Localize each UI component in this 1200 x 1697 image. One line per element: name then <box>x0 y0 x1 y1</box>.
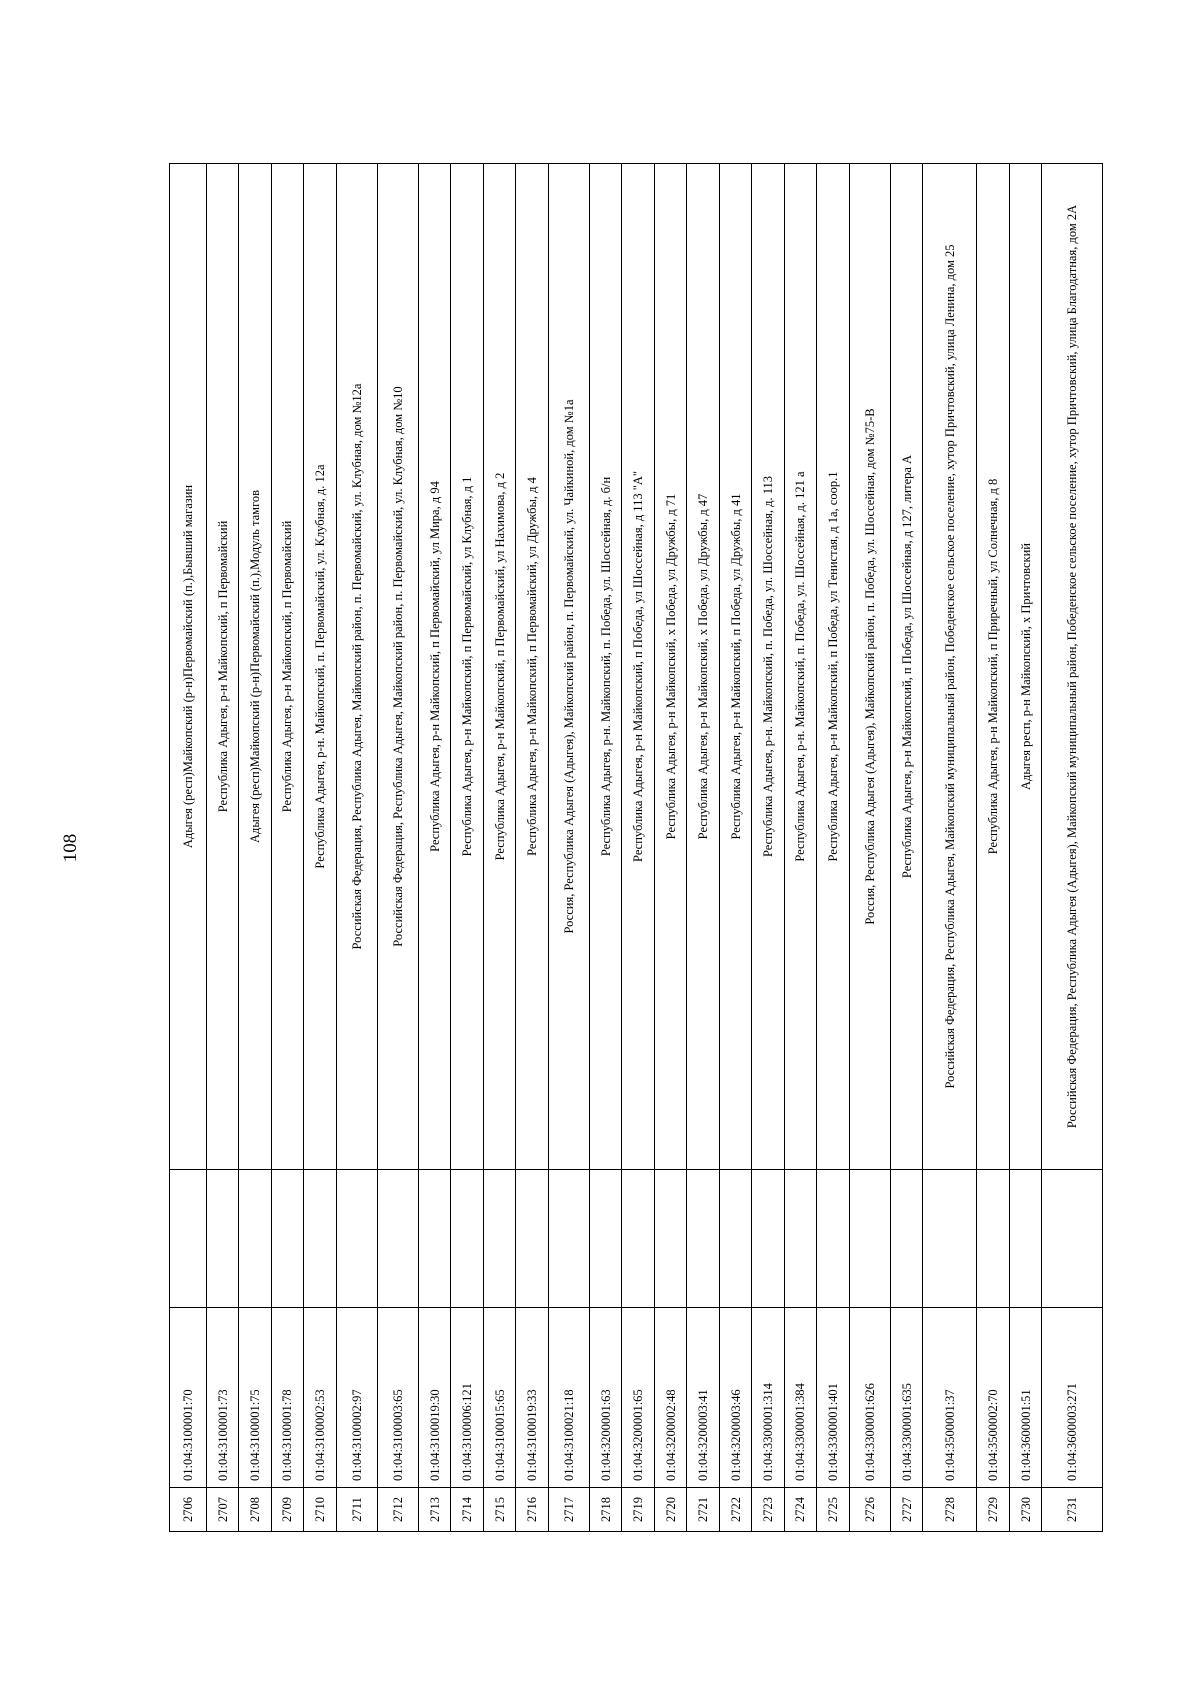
row-number-cell: 2725 <box>817 1488 849 1532</box>
row-number-cell: 2718 <box>589 1488 621 1532</box>
row-number-cell: 2722 <box>719 1488 751 1532</box>
address-cell: Адыгея (респ)Майкопский (р-н)Первомайский (п.),Бывший магазин <box>170 164 207 1170</box>
row-number-cell: 2730 <box>1009 1488 1041 1532</box>
table-row <box>890 164 922 1532</box>
empty-cell <box>170 1170 207 1308</box>
address-cell: Республика Адыгея, р-н Майкопский, п Победа, ул Дружбы, д 41 <box>719 164 751 1170</box>
cadastral-number-cell: 01:04:3100019:30 <box>418 1308 450 1488</box>
table-row <box>304 164 336 1532</box>
table-row <box>784 164 816 1532</box>
address-cell: Республика Адыгея, р-н Майкопский, х Победа, ул Дружбы, д 71 <box>654 164 686 1170</box>
empty-cell <box>304 1170 336 1308</box>
address-cell: Республика Адыгея, р-н Майкопский, п Первомайский, ул Мира, д 94 <box>418 164 450 1170</box>
cadastral-number-cell: 01:04:3100003:65 <box>377 1308 418 1488</box>
cadastral-number-cell: 01:04:3100015:65 <box>483 1308 515 1488</box>
address-cell: Республика Адыгея, р-н Майкопский, п Первомайский, ул Нахимова, д 2 <box>483 164 515 1170</box>
empty-cell <box>239 1170 271 1308</box>
row-number-cell: 2731 <box>1042 1488 1103 1532</box>
table-row <box>654 164 686 1532</box>
row-number-cell: 2719 <box>622 1488 654 1532</box>
row-number-cell: 2710 <box>304 1488 336 1532</box>
cadastral-number-cell: 01:04:3600003:271 <box>1042 1308 1103 1488</box>
rotated-table-container <box>169 164 1103 1532</box>
cadastral-number-cell: 01:04:3200003:41 <box>687 1308 719 1488</box>
address-cell: Республика Адыгея, р-н. Майкопский, п. Победа, ул. Шоссейная, д. 113 <box>752 164 784 1170</box>
row-number-cell: 2706 <box>170 1488 207 1532</box>
cadastral-number-cell: 01:04:3600001:51 <box>1009 1308 1041 1488</box>
row-number-cell: 2711 <box>336 1488 377 1532</box>
table-row <box>377 164 418 1532</box>
row-number-cell: 2723 <box>752 1488 784 1532</box>
cadastral-number-cell: 01:04:3300001:635 <box>890 1308 922 1488</box>
empty-cell <box>923 1170 977 1308</box>
table-row <box>589 164 621 1532</box>
cadastral-number-cell: 01:04:3100019:33 <box>516 1308 548 1488</box>
empty-cell <box>548 1170 589 1308</box>
row-number-cell: 2727 <box>890 1488 922 1532</box>
address-cell: Республика Адыгея, р-н Майкопский, п Приречный, ул Солнечная, д 8 <box>977 164 1009 1170</box>
row-number-cell: 2712 <box>377 1488 418 1532</box>
empty-cell <box>271 1170 303 1308</box>
table-row <box>1042 164 1103 1532</box>
row-number-cell: 2709 <box>271 1488 303 1532</box>
row-number-cell: 2708 <box>239 1488 271 1532</box>
cadastral-number-cell: 01:04:3100001:73 <box>206 1308 238 1488</box>
address-cell: Российская Федерация, Республика Адыгея (Адыгея), Майкопский муниципальный район, Победенское сельское поселение, хутор Причтовский, улица Благодатная, дом 2А <box>1042 164 1103 1170</box>
row-number-cell: 2717 <box>548 1488 589 1532</box>
address-cell: Республика Адыгея, р-н. Майкопский, п. Победа, ул. Шоссейная, д. б/н <box>589 164 621 1170</box>
cadastral-table <box>169 163 1103 1532</box>
address-cell: Россия, Республика Адыгея (Адыгея), Майкопский район, п. Победа, ул. Шоссейная, дом №75-В <box>849 164 890 1170</box>
empty-cell <box>622 1170 654 1308</box>
row-number-cell: 2721 <box>687 1488 719 1532</box>
empty-cell <box>890 1170 922 1308</box>
cadastral-number-cell: 01:04:3300001:314 <box>752 1308 784 1488</box>
table-row <box>977 164 1009 1532</box>
row-number-cell: 2724 <box>784 1488 816 1532</box>
address-cell: Республика Адыгея, р-н. Майкопский, п. Победа, ул. Шоссейная, д. 121 а <box>784 164 816 1170</box>
cadastral-number-cell: 01:04:3300001:401 <box>817 1308 849 1488</box>
table-row <box>239 164 271 1532</box>
cadastral-number-cell: 01:04:3200001:63 <box>589 1308 621 1488</box>
row-number-cell: 2716 <box>516 1488 548 1532</box>
empty-cell <box>1009 1170 1041 1308</box>
table-body <box>170 164 1103 1532</box>
cadastral-number-cell: 01:04:3100021:18 <box>548 1308 589 1488</box>
empty-cell <box>784 1170 816 1308</box>
table-row <box>516 164 548 1532</box>
table-row <box>336 164 377 1532</box>
cadastral-number-cell: 01:04:3500001:37 <box>923 1308 977 1488</box>
empty-cell <box>687 1170 719 1308</box>
address-cell: Российская Федерация, Республика Адыгея, Майкопский район, п. Первомайский, ул. Клубная, дом №12а <box>336 164 377 1170</box>
row-number-cell: 2715 <box>483 1488 515 1532</box>
address-cell: Россия, Республика Адыгея (Адыгея), Майкопский район, п. Первомайский, ул. Чайкиной, дом №1а <box>548 164 589 1170</box>
address-cell: Республика Адыгея, р-н Майкопский, п Первомайский, ул Клубная, д 1 <box>451 164 483 1170</box>
empty-cell <box>451 1170 483 1308</box>
table-row <box>849 164 890 1532</box>
cadastral-number-cell: 01:04:3100002:97 <box>336 1308 377 1488</box>
address-cell: Республика Адыгея, р-н Майкопский, п Победа, ул Шоссейная, д 127, литера А <box>890 164 922 1170</box>
table-row <box>206 164 238 1532</box>
address-cell: Республика Адыгея, р-н Майкопский, х Победа, ул Дружбы, д 47 <box>687 164 719 1170</box>
empty-cell <box>418 1170 450 1308</box>
table-row <box>687 164 719 1532</box>
table-row <box>170 164 207 1532</box>
address-cell: Республика Адыгея, р-н Майкопский, п Победа, ул Тенистая, д 1а, соор.1 <box>817 164 849 1170</box>
address-cell: Российская Федерация, Республика Адыгея, Майкопский муниципальный район, Победенское сельское поселение, хутор Причтовский, улица Ленина, дом 25 <box>923 164 977 1170</box>
empty-cell <box>336 1170 377 1308</box>
empty-cell <box>719 1170 751 1308</box>
empty-cell <box>817 1170 849 1308</box>
empty-cell <box>849 1170 890 1308</box>
cadastral-number-cell: 01:04:3300001:384 <box>784 1308 816 1488</box>
table-row <box>1009 164 1041 1532</box>
address-cell: Адыгея (респ)Майкопский (р-н)Первомайский (п.),Модуль тамгов <box>239 164 271 1170</box>
address-cell: Российская Федерация, Республика Адыгея, Майкопский район, п. Первомайский, ул. Клубная, дом №10 <box>377 164 418 1170</box>
row-number-cell: 2729 <box>977 1488 1009 1532</box>
table-row <box>418 164 450 1532</box>
empty-cell <box>1042 1170 1103 1308</box>
cadastral-number-cell: 01:04:3200002:48 <box>654 1308 686 1488</box>
address-cell: Республика Адыгея, р-н Майкопский, п Первомайский, ул Дружбы, д 4 <box>516 164 548 1170</box>
table-row <box>923 164 977 1532</box>
table-row <box>719 164 751 1532</box>
empty-cell <box>377 1170 418 1308</box>
row-number-cell: 2726 <box>849 1488 890 1532</box>
address-cell: Республика Адыгея, р-н Майкопский, п Первомайский <box>271 164 303 1170</box>
table-row <box>622 164 654 1532</box>
address-cell: Республика Адыгея, р-н Майкопский, п Победа, ул Шоссейная, д 113 "А" <box>622 164 654 1170</box>
table-row <box>752 164 784 1532</box>
cadastral-number-cell: 01:04:3100006:121 <box>451 1308 483 1488</box>
row-number-cell: 2720 <box>654 1488 686 1532</box>
table-row <box>451 164 483 1532</box>
cadastral-number-cell: 01:04:3100001:70 <box>170 1308 207 1488</box>
address-cell: Республика Адыгея, р-н Майкопский, п Первомайский <box>206 164 238 1170</box>
empty-cell <box>589 1170 621 1308</box>
table-row <box>817 164 849 1532</box>
empty-cell <box>654 1170 686 1308</box>
cadastral-number-cell: 01:04:3200001:65 <box>622 1308 654 1488</box>
cadastral-number-cell: 01:04:3100002:53 <box>304 1308 336 1488</box>
empty-cell <box>206 1170 238 1308</box>
row-number-cell: 2713 <box>418 1488 450 1532</box>
cadastral-number-cell: 01:04:3300001:626 <box>849 1308 890 1488</box>
empty-cell <box>977 1170 1009 1308</box>
empty-cell <box>483 1170 515 1308</box>
cadastral-number-cell: 01:04:3200003:46 <box>719 1308 751 1488</box>
page-number: 108 <box>60 833 81 863</box>
row-number-cell: 2707 <box>206 1488 238 1532</box>
empty-cell <box>516 1170 548 1308</box>
cadastral-number-cell: 01:04:3100001:78 <box>271 1308 303 1488</box>
address-cell: Республика Адыгея, р-н. Майкопский, п. Первомайский, ул. Клубная, д. 12а <box>304 164 336 1170</box>
table-row <box>548 164 589 1532</box>
cadastral-number-cell: 01:04:3500002:70 <box>977 1308 1009 1488</box>
row-number-cell: 2728 <box>923 1488 977 1532</box>
table-row <box>271 164 303 1532</box>
empty-cell <box>752 1170 784 1308</box>
row-number-cell: 2714 <box>451 1488 483 1532</box>
cadastral-number-cell: 01:04:3100001:75 <box>239 1308 271 1488</box>
table-row <box>483 164 515 1532</box>
address-cell: Адыгея респ, р-н Майкопский, х Причтовский <box>1009 164 1041 1170</box>
